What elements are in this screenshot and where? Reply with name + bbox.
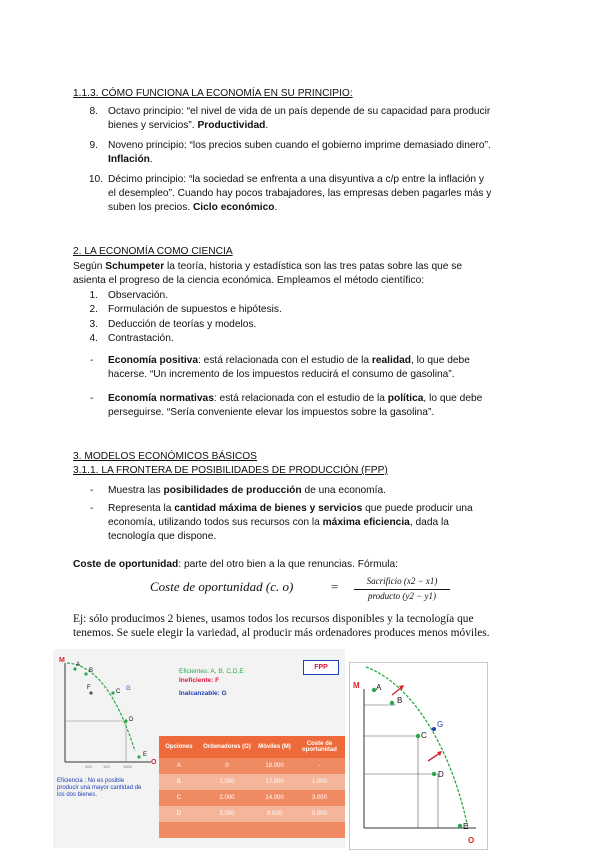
bullet-dash: - — [90, 503, 94, 514]
bullet-text: perseguirse. “Sería conveniente elevar los impuestos sobre la gasolina”. — [108, 407, 435, 418]
point-label: C — [421, 731, 427, 740]
list-item-text: suben los precios. Ciclo económico. — [108, 202, 278, 213]
point-c — [111, 691, 114, 694]
table-row — [159, 758, 345, 774]
table-cell: A — [159, 758, 199, 774]
point-b — [84, 672, 87, 675]
point-label: A — [376, 683, 382, 692]
table-cell: 2.000 — [199, 790, 255, 806]
definition: Coste de oportunidad: parte del otro bien a la que renuncias. Fórmula: — [73, 559, 399, 570]
column-header: Ordenadores (O) — [199, 736, 255, 758]
point-label: A — [76, 662, 81, 668]
section-heading: 2. LA ECONOMÍA COMO CIENCIA — [73, 246, 233, 257]
list-number: 3. — [89, 319, 98, 330]
section-heading: 3. MODELOS ECONÓMICOS BÁSICOS — [73, 451, 257, 462]
fpp-curve — [67, 663, 135, 751]
list-item-text: bienes y servicios”. Productividad. — [108, 120, 269, 131]
fpp-badge: FPP — [303, 660, 339, 675]
point-d — [432, 772, 436, 776]
point-g — [432, 727, 436, 731]
bullet-text: hacerse. “Un incremento de los impuestos reducirá el consumo de gasolina”. — [108, 369, 455, 380]
subsection-heading: 3.1.1. LA FRONTERA DE POSIBILIDADES DE PRODUCCIÓN (FPP) — [73, 465, 388, 476]
bullet-text: Economía normativas: está relacionada con el estudio de la política, lo que debe — [108, 393, 483, 404]
table-row — [159, 822, 345, 838]
list-number: 9. — [89, 140, 98, 151]
column-header: Móviles (M) — [255, 736, 294, 758]
fpp-zoom-slide — [349, 662, 488, 850]
paragraph-line: asienta el progreso de la ciencia económica. Empleamos el método científico: — [73, 275, 425, 286]
bullet-text: Muestra las posibilidades de producción de una economía. — [108, 485, 386, 496]
table-cell: 5.000 — [294, 806, 345, 822]
paragraph-line: Según Schumpeter la teoría, historia y estadística son las tres patas sobre las que se — [73, 261, 463, 272]
table-cell: 9.000 — [255, 806, 294, 822]
list-number: 10. — [88, 174, 103, 185]
table-row — [159, 790, 345, 806]
tick-label: 200 — [85, 764, 92, 769]
point-label: F — [87, 685, 91, 691]
list-number: 1. — [89, 290, 98, 301]
bullet-text: tecnología que dispone. — [108, 531, 217, 542]
table-row — [159, 806, 345, 822]
point-c — [416, 734, 420, 738]
point-label: B — [89, 668, 94, 674]
table-row — [159, 774, 345, 790]
list-item-text: el desempleo”. Cuando hay pocos trabajadores, las empresas deben pagarles más y — [108, 188, 492, 199]
point-label: B — [397, 696, 403, 705]
formula-equals: = — [331, 579, 339, 594]
example-line: tenemos. Se suele elegir la variedad, al producir más ordenadores produces menos móviles. — [73, 627, 490, 639]
list-item-text: Observación. — [108, 290, 169, 301]
list-number: 4. — [89, 333, 98, 344]
list-item-text: Noveno principio: “los precios suben cuando el gobierno imprime demasiado dinero”. — [108, 140, 491, 151]
fpp-slide — [53, 649, 345, 848]
point-label: G — [437, 720, 444, 729]
point-label: G — [126, 686, 131, 692]
bullet-text: Economía positiva: está relacionada con el estudio de la realidad, lo que debe — [108, 355, 470, 366]
axis-label-m: M — [353, 681, 360, 690]
bullet-dash: - — [90, 485, 94, 496]
section-heading: 1.1.3. CÓMO FUNCIONA LA ECONOMÍA EN SU PRINCIPIO: — [73, 88, 353, 99]
table-cell: 14.000 — [255, 790, 294, 806]
list-item-text: Deducción de teorías y modelos. — [108, 319, 257, 330]
legend-inalcanzable: Inalcanzable: G — [179, 690, 227, 697]
fpp-table — [159, 736, 345, 838]
list-number: 2. — [89, 304, 98, 315]
point-b — [390, 701, 394, 705]
point-e — [458, 824, 462, 828]
fraction-bar — [354, 589, 450, 590]
list-number: 8. — [89, 106, 98, 117]
table-cell: C — [159, 790, 199, 806]
point-label: D — [438, 770, 444, 779]
bullet-dash: - — [90, 355, 94, 366]
arrow-icon — [428, 753, 440, 761]
example-line: Ej: sólo producimos 2 bienes, usamos todos los recursos disponibles y la tecnología que — [73, 613, 474, 625]
list-item-text: Formulación de supuestos e hipótesis. — [108, 304, 282, 315]
bullet-dash: - — [90, 393, 94, 404]
table-cell: 3.000 — [294, 790, 345, 806]
formula-denominator: producto (y2 − y1) — [368, 591, 436, 601]
point-label: E — [143, 752, 148, 758]
point-label: C — [116, 689, 121, 695]
list-item-text: Décimo principio: “la sociedad se enfrenta a una disyuntiva a c/p entre la inflación y — [108, 174, 485, 185]
list-item-text: Contrastación. — [108, 333, 174, 344]
formula-lhs: Coste de oportunidad (c. o) — [150, 579, 294, 594]
axis-label-m: M — [59, 657, 65, 664]
table-cell: 1.000 — [199, 774, 255, 790]
point-e — [137, 755, 140, 758]
list-item-text: Octavo principio: “el nivel de vida de un país depende de su capacidad para producir — [108, 106, 491, 117]
efficiency-note: Eficiencia : No es posible producir una mayor cantidad de los dos bienes. — [57, 778, 142, 798]
table-cell: 0 — [199, 758, 255, 774]
table-cell: B — [159, 774, 199, 790]
column-header: Coste de oportunidad — [294, 736, 345, 758]
point-label: E — [463, 822, 469, 831]
tick-label: 100 — [103, 764, 110, 769]
table-header-row — [159, 736, 345, 758]
table-cell: 3.000 — [199, 806, 255, 822]
table-cell: 18.000 — [255, 758, 294, 774]
bullet-text: economía, utilizando todos sus recursos con la máxima eficiencia, dada la — [108, 517, 449, 528]
table-cell: - — [294, 758, 345, 774]
table-cell: D — [159, 806, 199, 822]
point-label: D — [129, 717, 134, 723]
arrow-icon — [392, 687, 402, 695]
formula-numerator: Sacrificio (x2 − x1) — [366, 576, 438, 586]
point-d — [124, 719, 127, 722]
axis-label-o: O — [468, 836, 475, 845]
axis-label-o: O — [151, 759, 157, 766]
list-item-text: Inflación. — [108, 154, 153, 165]
column-header: Opciones — [159, 736, 199, 758]
legend-eficientes: Eficientes: A, B, C,D,E — [179, 668, 244, 675]
tick-label: 1000 — [123, 764, 132, 769]
table-cell: 17.000 — [255, 774, 294, 790]
table-cell: 1.000 — [294, 774, 345, 790]
legend-ineficiente: Ineficiente: F — [179, 677, 220, 684]
bullet-text: Representa la cantidad máxima de bienes y servicios que puede producir una — [108, 503, 473, 514]
